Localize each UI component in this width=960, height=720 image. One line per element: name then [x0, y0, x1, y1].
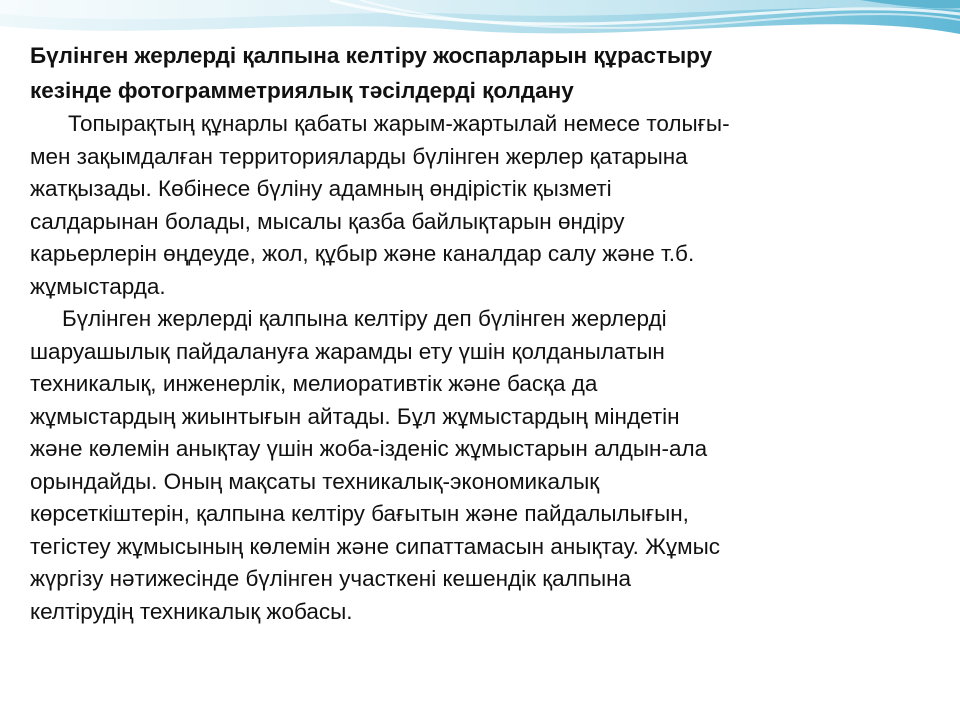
slide-title: [30, 38, 930, 108]
paragraph2-line: Бүлінген жерлерді қалпына келтіру деп бүлінген жерлерді: [62, 306, 667, 331]
title-line: кезінде фотограмметриялық тәсілдерді қолдану: [30, 78, 574, 103]
slide-body: [30, 108, 930, 628]
paragraph2-line: шаруашылық пайдалануға жарамды ету үшін қолданылатын: [30, 338, 665, 364]
title-line: Бүлінген жерлерді қалпына келтіру жоспарларын құрастыру: [30, 43, 713, 68]
paragraph2-line: жұмыстардың жиынтығын айтады. Бұл жұмыстардың міндетін: [30, 403, 680, 429]
paragraph2-line: тегістеу жұмысының көлемін және сипаттамасын анықтау. Жұмыс: [30, 533, 721, 559]
paragraph1-line: жатқызады. Көбінесе бүліну адамның өндірістік қызметі: [30, 176, 612, 201]
paragraph1-line: карьерлерін өңдеуде, жол, құбыр және каналдар салу және т.б.: [30, 241, 695, 266]
paragraph1-line: жұмыстарда.: [30, 273, 166, 299]
paragraph1-line: мен зақымдалған территорияларды бүлінген жерлер қатарына: [30, 143, 688, 169]
paragraph1-line: Топырақтың құнарлы қабаты жарым-жартылай немесе толығы-: [68, 111, 730, 136]
paragraph2-line: көрсеткіштерін, қалпына келтіру бағытын және пайдалылығын,: [30, 501, 689, 526]
paragraph2-line: және көлемін анықтау үшін жоба-ізденіс жұмыстарын алдын-ала: [30, 436, 708, 461]
paragraph2-line: жүргізу нәтижесінде бүлінген участкені кешендік қалпына: [30, 566, 632, 591]
paragraph2-line: орындайды. Оның мақсаты техникалық-экономикалық: [30, 468, 600, 494]
paragraph1-line: салдарынан болады, мысалы қазба байлықтарын өндіру: [30, 208, 625, 234]
paragraph2-line: техникалық, инженерлік, мелиоративтік және басқа да: [30, 371, 598, 396]
paragraph2-line: келтірудің техникалық жобасы.: [30, 598, 353, 624]
